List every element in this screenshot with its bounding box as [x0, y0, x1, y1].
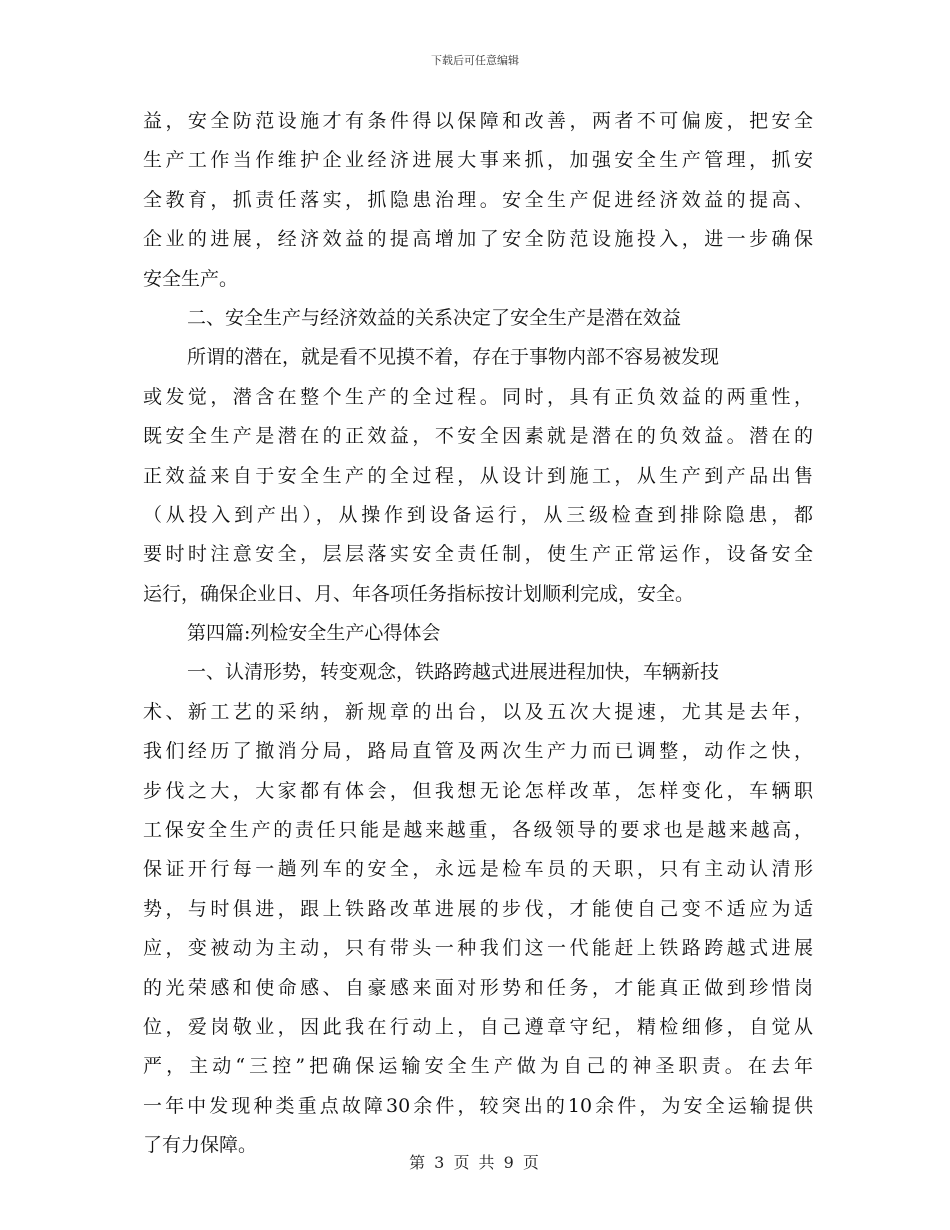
- text-line: 全教育，抓责任落实，抓隐患治理。安全生产促进经济效益的提高、: [143, 188, 813, 211]
- text-line: 的光荣感和使命感、自豪感来面对形势和任务，才能真正做到珍惜岗: [143, 976, 813, 999]
- text-line: 了有力保障。: [143, 1134, 258, 1157]
- text-line: 益，安全防范设施才有条件得以保障和改善，两者不可偏废，把安全: [143, 110, 813, 132]
- text-line: 第四篇:列检安全生产心得体会: [187, 622, 441, 645]
- text-line: 应，变被动为主动，只有带头一种我们这一代能赶上铁路跨越式进展: [143, 937, 813, 960]
- text-line: 术、新工艺的采纳，新规章的出台，以及五次大提速，尤其是去年，: [143, 700, 813, 723]
- text-line: 严，主动“三控”把确保运输安全生产做为自己的神圣职责。在去年: [143, 1055, 813, 1078]
- text-line: 位，爱岗敬业，因此我在行动上，自己遵章守纪，精检细修，自觉从: [143, 1015, 813, 1038]
- text-line: 要时时注意安全，层层落实安全责任制，使生产正常运作，设备安全: [143, 543, 813, 566]
- text-line: 保证开行每一趟列车的安全，永远是检车员的天职，只有主动认清形: [143, 858, 813, 881]
- document-body: [143, 102, 813, 1166]
- text-line: 我们经历了撤消分局，路局直管及两次生产力而已调整，动作之快，: [143, 740, 813, 763]
- text-line: 二、安全生产与经济效益的关系决定了安全生产是潜在效益: [187, 306, 682, 329]
- text-line: 正效益来自于安全生产的全过程，从设计到施工，从生产到产品出售: [143, 464, 813, 487]
- text-line: 既安全生产是潜在的正效益，不安全因素就是潜在的负效益。潜在的: [143, 425, 813, 448]
- text-line: 生产工作当作维护企业经济进展大事来抓，加强安全生产管理，抓安: [143, 149, 813, 172]
- text-line: 安全生产。: [143, 267, 239, 290]
- text-line: （从投入到产出），从操作到设备运行，从三级检查到排除隐患，都: [143, 503, 813, 526]
- page-number-footer: 第 3 页 共 9 页: [409, 1153, 541, 1172]
- text-line: 一年中发现种类重点故障30余件，较突出的10余件，为安全运输提供: [143, 1094, 813, 1117]
- text-line: 势，与时俱进，跟上铁路改革进展的步伐，才能使自己变不适应为适: [143, 897, 813, 920]
- text-line: 或发觉，潜含在整个生产的全过程。同时，具有正负效益的两重性，: [143, 385, 813, 408]
- text-line: 工保安全生产的责任只能是越来越重，各级领导的要求也是越来越高，: [143, 819, 813, 842]
- text-line: 所谓的潜在，就是看不见摸不着，存在于事物内部不容易被发现: [187, 346, 720, 369]
- text-line: 一、认清形势，转变观念，铁路跨越式进展进程加快，车辆新技: [187, 661, 720, 684]
- text-line: 步伐之大，大家都有体会，但我想无论怎样改革，怎样变化，车辆职: [143, 779, 813, 802]
- text-line: 企业的进展，经济效益的提高增加了安全防范设施投入，进一步确保: [143, 228, 813, 251]
- text-line: 运行，确保企业日、月、年各项任务指标按计划顺利完成，安全。: [143, 582, 695, 605]
- page-header: 下载后可任意编辑: [431, 54, 519, 67]
